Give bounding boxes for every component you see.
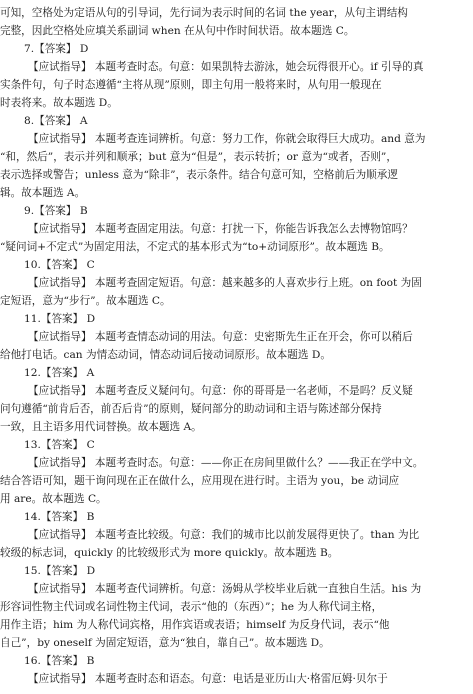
answer-heading-9: 9.【答案】 B: [24, 205, 88, 217]
explanation-line: 【应试指导】 本题考查连词辨析。句意：努力工作，你就会取得巨大成功。and 意为: [28, 133, 426, 145]
answer-heading-13: 13.【答案】 C: [24, 439, 95, 451]
answer-heading-12: 12.【答案】 A: [24, 367, 95, 379]
explanation-line: “疑问词+不定式”为固定用法，不定式的基本形式为“to+动词原形”。故本题选 B。: [0, 241, 390, 253]
explanation-line: 【应试指导】 本题考查比较级。句意：我们的城市比以前发展得更快了。than 为比: [28, 529, 420, 541]
explanation-line: 一致，且主语多用代词替换。故本题选 A。: [0, 421, 202, 433]
explanation-line: 用 are。故本题选 C。: [0, 493, 107, 505]
explanation-line: 【应试指导】 本题考查情态动词的用法。句意：史密斯先生正在开会，你可以稍后: [28, 331, 413, 343]
explanation-line: 结合答语可知，题干询问现在正在做什么，应用现在进行时。主语为 you，be 动词应: [0, 475, 400, 487]
explanation-line: 【应试指导】 本题考查固定短语。句意：越来越多的人喜欢步行上班。on foot 为固: [28, 277, 422, 289]
explanation-line: 形容词性物主代词或名词性物主代词，表示“他的（东西）”；he 为人称代词主格，: [0, 601, 383, 613]
explanation-line: “和，然后”，表示并列和顺承；but 意为“但是”，表示转折；or 意为“或者，否则”，: [0, 151, 397, 163]
explanation-line: 给他打电话。can 为情态动词，情态动词后接动词原形。故本题选 D。: [0, 349, 331, 361]
explanation-line: 自己”，by oneself 为固定短语，意为“独自，靠自己”。故本题选 D。: [0, 637, 330, 649]
explanation-line: 【应试指导】 本题考查固定用法。句意：打扰一下，你能告诉我怎么去博物馆吗？: [28, 223, 413, 235]
explanation-line: 【应试指导】 本题考查时态和语态。句意：电话是亚历山大·格雷厄姆·贝尔于: [28, 673, 388, 685]
explanation-line: 【应试指导】 本题考查时态。句意：如果凯特去游泳，她会玩得很开心。if 引导的真: [28, 61, 424, 73]
explanation-line: 实条件句，句子时态遵循“主将从现”原则，即主句用一般将来时，从句用一般现在: [0, 79, 382, 91]
explanation-line: 【应试指导】 本题考查反义疑问句。句意：你的哥哥是一名老师，不是吗？反义疑: [28, 385, 413, 397]
answer-heading-14: 14.【答案】 B: [24, 511, 95, 523]
answer-heading-7: 7.【答案】 D: [24, 43, 89, 55]
explanation-line: 定短语，意为“步行”。故本题选 C。: [0, 295, 171, 307]
text-line: 完整，因此空格处应填关系副词 when 在从句中作时间状语。故本题选 C。: [0, 25, 355, 37]
explanation-line: 用作主语；him 为人称代词宾格，用作宾语或表语；himself 为反身代词，表示“他: [0, 619, 390, 631]
explanation-line: 表示选择或警告；unless 意为“除非”，表示条件。结合句意可知，空格前后为顺承逻: [0, 169, 398, 181]
answer-heading-16: 16.【答案】 B: [24, 655, 95, 667]
answer-heading-10: 10.【答案】 C: [24, 259, 95, 271]
explanation-line: 时表将来。故本题选 D。: [0, 97, 118, 109]
explanation-line: 问句遵循“前肯后否，前否后肯”的原则，疑问部分的助动词和主语与陈述部分保持: [0, 403, 382, 415]
answer-heading-15: 15.【答案】 D: [24, 565, 96, 577]
explanation-line: 辑。故本题选 A。: [0, 187, 86, 199]
answer-heading-11: 11.【答案】 D: [24, 313, 96, 325]
explanation-line: 【应试指导】 本题考查代词辨析。句意：汤姆从学校毕业后就一直独自生活。his 为: [28, 583, 422, 595]
explanation-line: 较级的标志词，quickly 的比较级形式为 more quickly。故本题选 B。: [0, 547, 339, 559]
explanation-line: 【应试指导】 本题考查时态。句意：——你正在房间里做什么？——我正在学中文。: [28, 457, 424, 469]
text-line: 可知，空格处为定语从句的引导词，先行词为表示时间的名词 the year，从句主谓结构: [0, 7, 408, 19]
answer-heading-8: 8.【答案】 A: [24, 115, 88, 127]
